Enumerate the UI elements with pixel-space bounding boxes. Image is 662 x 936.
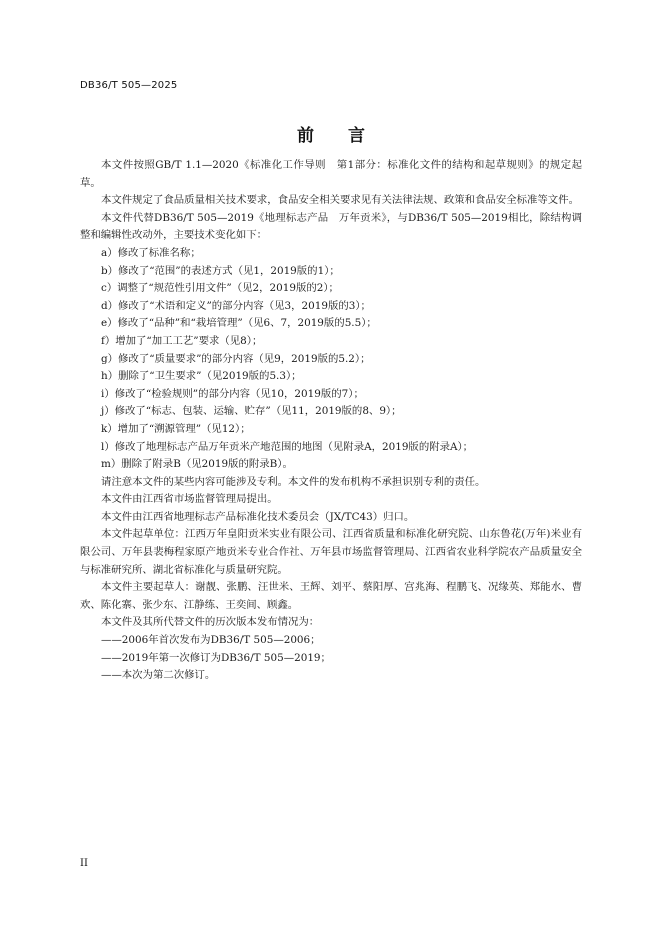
change-item-c: c）调整了“规范性引用文件”（见2，2019版的2）； bbox=[101, 282, 339, 295]
change-item-j: j）修改了“标志、包装、运输、贮存”（见11，2019版的8、9）； bbox=[101, 405, 402, 418]
change-item-i: i）修改了“检验规则”的部分内容（见10，2019版的7）； bbox=[101, 387, 364, 400]
title-char-2: 言 bbox=[348, 126, 365, 146]
change-item-l: l）修改了地理标志产品万年贡米产地范围的地图（见附录A，2019版的附录A）； bbox=[101, 440, 474, 453]
paragraph-committee: 本文件由江西省地理标志产品标准化技术委员会（JX/TC43）归口。 bbox=[101, 510, 415, 523]
page-number: II bbox=[80, 858, 88, 869]
paragraph-proposer: 本文件由江西省市场监督管理局提出。 bbox=[101, 493, 278, 506]
paragraph-scope-note: 本文件规定了食品质量相关技术要求，食品安全相关要求见有关法律法规、政策和食品安全标准等文件。 bbox=[101, 194, 579, 207]
change-item-a: a）修改了标准名称； bbox=[101, 246, 201, 259]
change-item-h: h）删除了“卫生要求”（见2019版的5.3）； bbox=[101, 370, 302, 383]
paragraph-history-intro: 本文件及其所代替文件的历次版本发布情况为： bbox=[101, 616, 320, 629]
paragraph-replacement: 本文件代替DB36/T 505—2019《地理标志产品 万年贡米》，与DB36/T 505—2019相比，除结构调整和编辑性改动外，主要技术变化如下： bbox=[80, 211, 582, 242]
paragraph-patent-notice: 请注意本文件的某些内容可能涉及专利。本文件的发布机构不承担识别专利的责任。 bbox=[101, 475, 486, 488]
document-code: DB36/T 505—2025 bbox=[80, 80, 178, 91]
paragraph-drafting-units: 本文件起草单位：江西万年皇阳贡米实业有限公司、江西省质量和标准化研究院、山东鲁花(万年)米业有限公司、万年县裴梅程家原产地贡米专业合作社、万年县市场监督管理局、江西省农业科学院农产品质量安全与标准研究所、湖北省标准化与质量研究院。 bbox=[80, 528, 582, 576]
history-item-current: ——本次为第二次修订。 bbox=[101, 669, 216, 682]
title-char-1: 前 bbox=[297, 126, 314, 146]
change-item-e: e）修改了“品种”和“栽培管理”（见6、7，2019版的5.5）； bbox=[101, 317, 377, 330]
history-item-2019: ——2019年第一次修订为DB36/T 505—2019； bbox=[101, 651, 331, 664]
change-item-b: b）修改了“范围”的表述方式（见1，2019版的1）； bbox=[101, 264, 340, 277]
paragraph-drafters: 本文件主要起草人：谢靓、张鹏、汪世米、王辉、刘平、蔡阳厚、宫兆海、程鹏飞、况缘英、郑能水、曹欢、陈化寨、张少东、江静练、王奕间、顾鑫。 bbox=[80, 581, 582, 611]
history-item-2006: ——2006年首次发布为DB36/T 505—2006； bbox=[101, 634, 321, 647]
change-item-g: g）修改了“质量要求”的部分内容（见9，2019版的5.2）； bbox=[101, 352, 371, 365]
change-item-m: m）删除了附录B（见2019版的附录B）。 bbox=[101, 458, 293, 471]
change-item-f: f）增加了“加工工艺”要求（见8）； bbox=[101, 334, 263, 347]
foreword-body bbox=[80, 157, 582, 685]
page-title bbox=[0, 121, 662, 146]
paragraph-drafting-basis: 本文件按照GB/T 1.1—2020《标准化工作导则 第1部分：标准化文件的结构和起草规则》的规定起草。 bbox=[80, 159, 582, 189]
change-item-k: k）增加了“溯源管理”（见12）； bbox=[101, 422, 251, 435]
change-item-d: d）修改了“术语和定义”的部分内容（见3，2019版的3）； bbox=[101, 299, 371, 312]
